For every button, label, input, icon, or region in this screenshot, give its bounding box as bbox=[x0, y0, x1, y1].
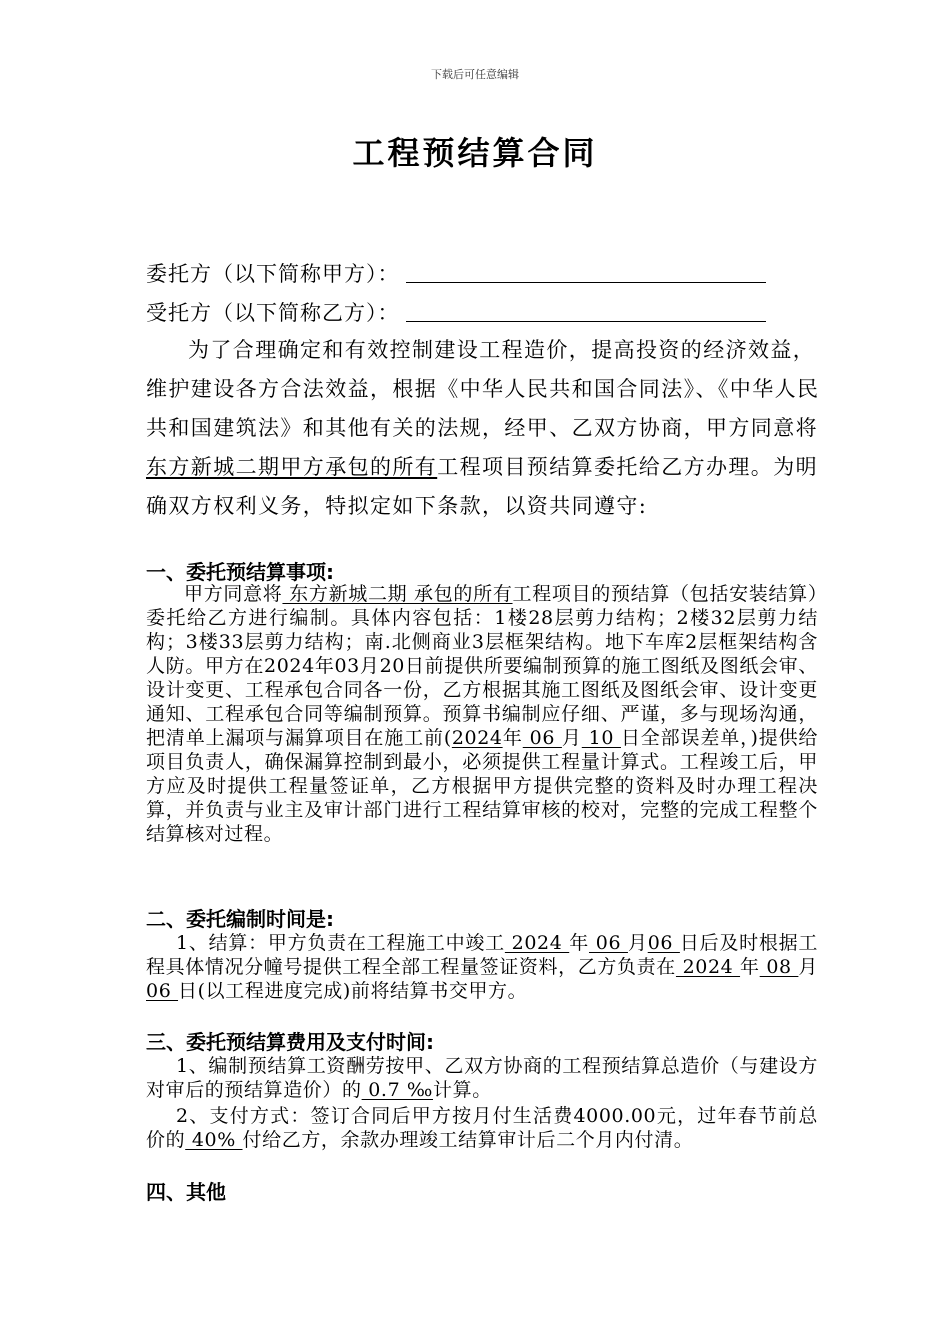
section-4-heading: 四、其他 bbox=[146, 1180, 226, 1204]
s2-text-d: 日后及时根据工程具体情况分幢号提供工程全部工程量签证资料，乙方负责在 bbox=[146, 932, 819, 978]
s3-item1-text-a: 1、编制预结算工资酬劳按甲、乙双方协商的工程预结算总造价（与建设方对审后的预结算造价）的 bbox=[146, 1055, 818, 1101]
s1-project-name: 东方新城二期 承包的所有 bbox=[282, 583, 513, 605]
s3-rate: 0.7 ‰ bbox=[361, 1079, 433, 1101]
s2-day-1: 06 bbox=[647, 932, 680, 954]
s2-text-e: 年 bbox=[740, 956, 760, 978]
s1-text-b: 工程项目的预结算（包括安装结算）委托给乙方进行编制。具体内容包括：1楼28层剪力结构；2楼32层剪力结构；3楼33层剪力结构；南.北侧商业3层框架结构。地下车库2层框架结构含人防。甲方在2024年03月20日前提供所要编制预算的施工图纸及图纸会审、设计变更、工程承包合同各一份，乙方根据其施工图纸及图纸会审、设计变更通知、工程承包合同等编制预算。预算书编制应仔细、严谨，多与现场沟通，把清单上漏项与漏算项目在施工前( bbox=[146, 583, 818, 749]
s1-text-c: 年 bbox=[502, 727, 523, 749]
s1-text-d: 月 bbox=[561, 727, 582, 749]
section-3-heading: 三、委托预结算费用及支付时间: bbox=[146, 1030, 434, 1054]
party-a-label: 委托方（以下简称甲方）： bbox=[146, 262, 400, 286]
s2-month-1: 06 bbox=[588, 932, 628, 954]
section-3-item-1 bbox=[146, 1054, 818, 1102]
s3-item1-text-b: 计算。 bbox=[433, 1079, 492, 1101]
intro-project-name: 东方新城二期甲方承包的所有 bbox=[146, 455, 438, 479]
party-a-line bbox=[146, 258, 766, 288]
s1-year: 2024 bbox=[451, 727, 503, 749]
s2-month-2: 08 bbox=[759, 956, 799, 978]
intro-text-1: 为了合理确定和有效控制建设工程造价，提高投资的经济效益，维护建设各方合法效益，根据《中华人民共和国合同法》、《中华人民共和国建筑法》和其他有关的法规，经甲、乙双方协商，甲方同意将 bbox=[146, 338, 820, 440]
party-b-blank bbox=[406, 301, 766, 322]
s2-day-2: 06 bbox=[146, 980, 179, 1002]
s2-text-c: 月 bbox=[627, 932, 648, 954]
document-title: 工程预结算合同 bbox=[352, 134, 598, 172]
s2-text-b: 年 bbox=[569, 932, 589, 954]
party-a-blank bbox=[406, 262, 766, 283]
section-2-body bbox=[146, 931, 818, 1003]
intro-text-2: 工程项目预结算委托给乙方办理。为明确双方权利义务，特拟定如下条款，以资共同遵守: bbox=[146, 455, 819, 518]
s1-text-a: 甲方同意将 bbox=[184, 583, 283, 605]
header-note: 下载后可任意编辑 bbox=[431, 68, 519, 81]
s2-text-a: 1、结算：甲方负责在工程施工中竣工 bbox=[176, 932, 505, 954]
party-b-line bbox=[146, 297, 766, 327]
s3-percent: 40% bbox=[185, 1129, 243, 1151]
s3-item2-text-b: 付给乙方，余款办理竣工结算审计后二个月内付清。 bbox=[242, 1129, 694, 1151]
intro-paragraph bbox=[146, 331, 826, 526]
s3-item2-text-a: 2、支付方式：签订合同后甲方按月付生活费4000.00元，过年春节前总价的 bbox=[146, 1105, 818, 1151]
s1-month: 06 bbox=[522, 727, 562, 749]
s2-text-g: 日(以工程进度完成)前将结算书交甲方。 bbox=[178, 980, 528, 1002]
s2-year-2: 2024 bbox=[675, 956, 741, 978]
party-b-label: 受托方（以下简称乙方）： bbox=[146, 301, 400, 325]
section-1-body bbox=[146, 582, 818, 846]
s2-text-f: 月 bbox=[798, 956, 819, 978]
section-2-heading: 二、委托编制时间是: bbox=[146, 907, 334, 931]
section-3-item-2 bbox=[146, 1104, 818, 1152]
s2-year-1: 2024 bbox=[504, 932, 570, 954]
s1-day: 10 bbox=[581, 727, 621, 749]
s1-text-e: 日全部误差单，)提供给项目负责人，确保漏算控制到最小，必须提供工程量计算式。工程竣工后，甲方应及时提供工程量签证单，乙方根据甲方提供完整的资料及时办理工程决算，并负责与业主及审计部门进行工程结算审核的校对，完整的完成工程整个结算核对过程。 bbox=[146, 727, 819, 845]
section-1-heading: 一、委托预结算事项: bbox=[146, 560, 334, 584]
